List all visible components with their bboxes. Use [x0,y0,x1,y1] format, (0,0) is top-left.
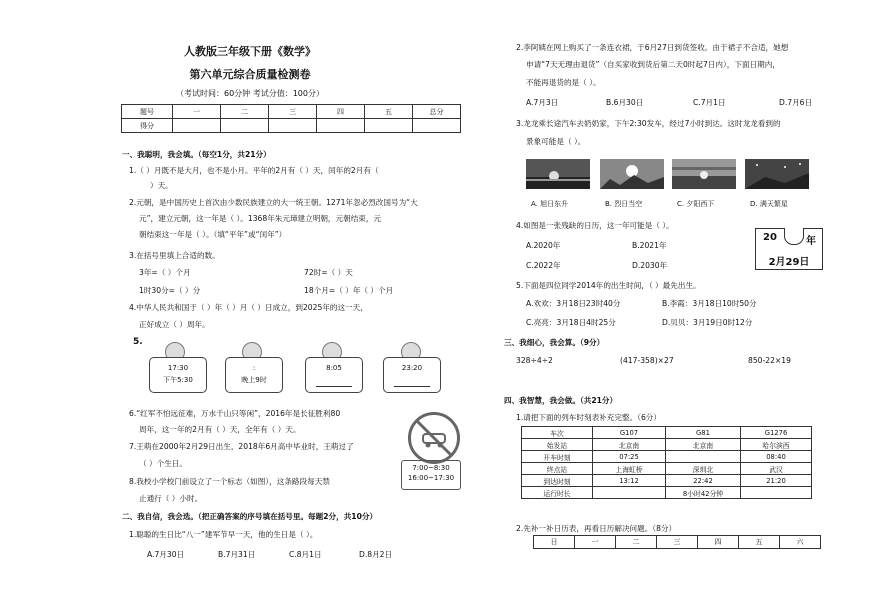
question-text: 周年，这一年的2月有（ ）天，全年有（ ）天。 [139,425,301,434]
question-text: 1.聪聪的生日比“八一”建军节早一天，他的生日是（ ）。 [129,530,318,539]
question-text: 18个月=（ ）年（ ）个月 [304,286,394,295]
question-text: 止通行（ ）小时。 [139,494,203,503]
table-cell: 六 [780,536,821,549]
table-cell: 三 [269,105,317,119]
score-field[interactable] [221,119,269,133]
table-cell: 北京南 [593,439,666,451]
table-cell: 二 [616,536,657,549]
answer-cell[interactable] [666,451,741,463]
table-cell: 三 [657,536,698,549]
question-text: 5.下面是四位同学2014年的出生时间，（ ）最先出生。 [516,281,701,290]
option-c[interactable]: C.2022年 [526,261,561,270]
table-cell: 21:20 [741,475,812,487]
table-row [522,451,812,463]
photo-caption: C. 夕阳西下 [677,200,715,208]
question-text: 申请“7天无理由退货”（自买家收到货后第二天0时起7日内），下面日期内， [526,60,780,69]
table-cell: 车次 [522,427,593,439]
calc-expression: 850-22×19 [748,356,791,365]
question-text: 3.龙龙乘长途汽车去奶奶家，下午2:30发车，经过7小时到达。这时龙龙看到的 [516,119,781,128]
table-cell: 五 [739,536,780,549]
question-number: 5. [133,337,143,347]
photo-caption: A. 旭日东升 [531,200,569,208]
table-cell: 题号 [122,105,173,119]
table-cell: G81 [666,427,741,439]
table-cell: 四 [317,105,365,119]
question-text: 6.“红军不怕远征难，万水千山只等闲”，2016年是长征胜利80 [129,409,341,418]
photo-caption: D. 满天繁星 [750,200,788,208]
table-cell: 四 [698,536,739,549]
section-heading: 四、我智慧，我会做。（共21分） [504,396,618,405]
table-cell: 一 [173,105,221,119]
question-text: 7.王萌在2000年2月29日出生，2018年6月高中毕业时，王萌过了 [129,442,354,451]
table-cell: 终点站 [522,463,593,475]
table-cell: 五 [365,105,413,119]
torn-calendar [755,228,823,270]
table-cell: G1276 [741,427,812,439]
torn-edge [784,228,804,245]
score-field[interactable] [317,119,365,133]
time-card [383,357,441,393]
exam-subtitle: 第六单元综合质量检测卷 [189,68,311,81]
time-12h: 下午5:30 [163,376,193,384]
question-text: ）天。 [150,181,173,190]
option-b[interactable]: B.6月30日 [606,98,644,107]
option-a[interactable]: A.欢欢：3月18日23时40分 [526,299,621,308]
table-row [122,119,461,133]
question-text: 朝结束这一年是（ ）。（填“平年”或“闰年”） [139,230,287,239]
option-d[interactable]: D.7月6日 [779,98,813,107]
option-b[interactable]: B.李霞：3月18日10时50分 [662,299,757,308]
sign-time: 16:00~17:30 [407,474,455,482]
table-row [522,487,812,499]
table-cell: 8小时42分钟 [666,487,741,499]
question-text: 3年=（ ）个月 [139,268,191,277]
question-text: 8.我校小学校门前设立了一个标志（如图），这条路段每天禁 [129,477,330,486]
section-heading: 三、我细心，我会算。（9分） [504,338,605,347]
score-field[interactable] [413,119,461,133]
answer-cell[interactable] [741,487,812,499]
table-cell: 二 [221,105,269,119]
option-b[interactable]: B.2021年 [632,241,667,250]
table-cell: 上海虹桥 [593,463,666,475]
option-a[interactable]: A.7月30日 [147,550,185,559]
noon-sun-photo[interactable] [600,159,664,189]
calendar-date: 2月29日 [768,257,810,268]
time-24h: 23:20 [401,364,423,372]
sunset-photo[interactable] [672,159,736,189]
question-text: 2.先补一补日历表，再看日历解决问题。（8分） [516,524,677,533]
calc-expression: (417-358)×27 [620,356,674,365]
calendar-year: 20 [763,232,777,243]
table-cell: 深圳北 [666,463,741,475]
table-cell: 始发站 [522,439,593,451]
option-d[interactable]: D.2030年 [632,261,668,270]
time-card [149,357,207,393]
question-text: 2.李阿姨在网上购买了一条连衣裙，于6月27日到货签收。由于裙子不合适，她想 [516,43,789,52]
score-field[interactable] [173,119,221,133]
exam-title: 人教版三年级下册《数学》 [184,45,316,58]
sign-time-plate [401,460,461,490]
sunrise-photo[interactable] [526,159,590,189]
question-text: （ ）个生日。 [139,459,187,468]
time-24h[interactable]: : [252,364,256,372]
table-row [522,427,812,439]
option-a[interactable]: A.2020年 [526,241,561,250]
option-c[interactable]: C.8月1日 [289,550,322,559]
option-d[interactable]: D.8月2日 [359,550,393,559]
table-row [522,439,812,451]
time-24h: 8:05 [326,364,342,372]
table-cell: G107 [593,427,666,439]
table-cell: 一 [575,536,616,549]
calendar-year-suffix: 年 [806,236,816,247]
time-12h-blank[interactable] [316,378,352,387]
option-c[interactable]: C.7月1日 [693,98,726,107]
option-b[interactable]: B.7月31日 [218,550,256,559]
table-cell: 北京南 [666,439,741,451]
option-a[interactable]: A.7月3日 [526,98,559,107]
table-cell: 总分 [413,105,461,119]
photo-caption: B. 烈日当空 [605,200,643,208]
table-row [522,463,812,475]
time-card [225,357,283,393]
question-text: 4.中华人民共和国于（ ）年（ ）月（ ）日成立，到2025年的这一天， [129,303,368,312]
time-card [305,357,363,393]
score-table [121,104,461,133]
no-car-sign-icon [408,412,460,464]
time-12h: 晚上9时 [241,376,267,384]
table-cell: 08:40 [741,451,812,463]
table-row [122,105,461,119]
question-text: 4.如图是一张残缺的日历，这一年可能是（ ）。 [516,221,674,230]
score-field[interactable] [365,119,413,133]
train-timetable [521,426,812,499]
table-row [534,536,821,549]
option-d[interactable]: D.贝贝：3月19日0时12分 [662,318,753,327]
exam-info: （考试时间：60分钟 考试分值：100分） [176,89,324,98]
question-text: 1.（ ）月既不是大月，也不是小月。平年的2月有（ ）天，闰年的2月有（ [129,166,379,175]
option-c[interactable]: C.亮亮：3月18日4时25分 [526,318,616,327]
table-cell: 日 [534,536,575,549]
question-text: 正好成立（ ）周年。 [139,320,210,329]
table-cell: 武汉 [741,463,812,475]
question-text: 1.请把下面的列车时刻表补充完整。（6分） [516,413,661,422]
starry-sky-photo[interactable] [745,159,809,189]
time-12h-blank[interactable] [394,378,430,387]
calc-expression: 328÷4÷2 [516,356,553,365]
calendar-table [533,535,821,549]
question-text: 72时=（ ）天 [304,268,353,277]
sign-time: 7:00~8:30 [412,464,450,472]
table-cell: 得分 [122,119,173,133]
section-heading: 一、我聪明，我会填。（每空1分，共21分） [122,150,271,159]
table-cell: 07:25 [593,451,666,463]
table-cell: 开车时刻 [522,451,593,463]
table-cell: 到达时刻 [522,475,593,487]
table-cell: 22:42 [666,475,741,487]
table-cell: 哈尔滨西 [741,439,812,451]
question-text: 2.元朝，是中国历史上首次由少数民族建立的大一统王朝。1271年忽必烈改国号为“大 [129,198,418,207]
question-text: 元”，建立元朝，这一年是（ ）。1368年朱元璋建立明朝，元朝结束，元 [139,214,382,223]
table-cell: 运行时长 [522,487,593,499]
question-text: 3.在括号里填上合适的数。 [129,251,220,260]
time-24h: 17:30 [167,364,189,372]
score-field[interactable] [269,119,317,133]
question-text: 1时30分=（ ）分 [139,286,201,295]
table-cell: 13:12 [593,475,666,487]
question-text: 景象可能是（ ）。 [526,137,586,146]
answer-cell[interactable] [593,487,666,499]
table-row [522,475,812,487]
section-heading: 二、我自信，我会选。（把正确答案的序号填在括号里。每题2分，共10分） [122,512,378,521]
question-text: 不能再退货的是（ ）。 [526,78,601,87]
